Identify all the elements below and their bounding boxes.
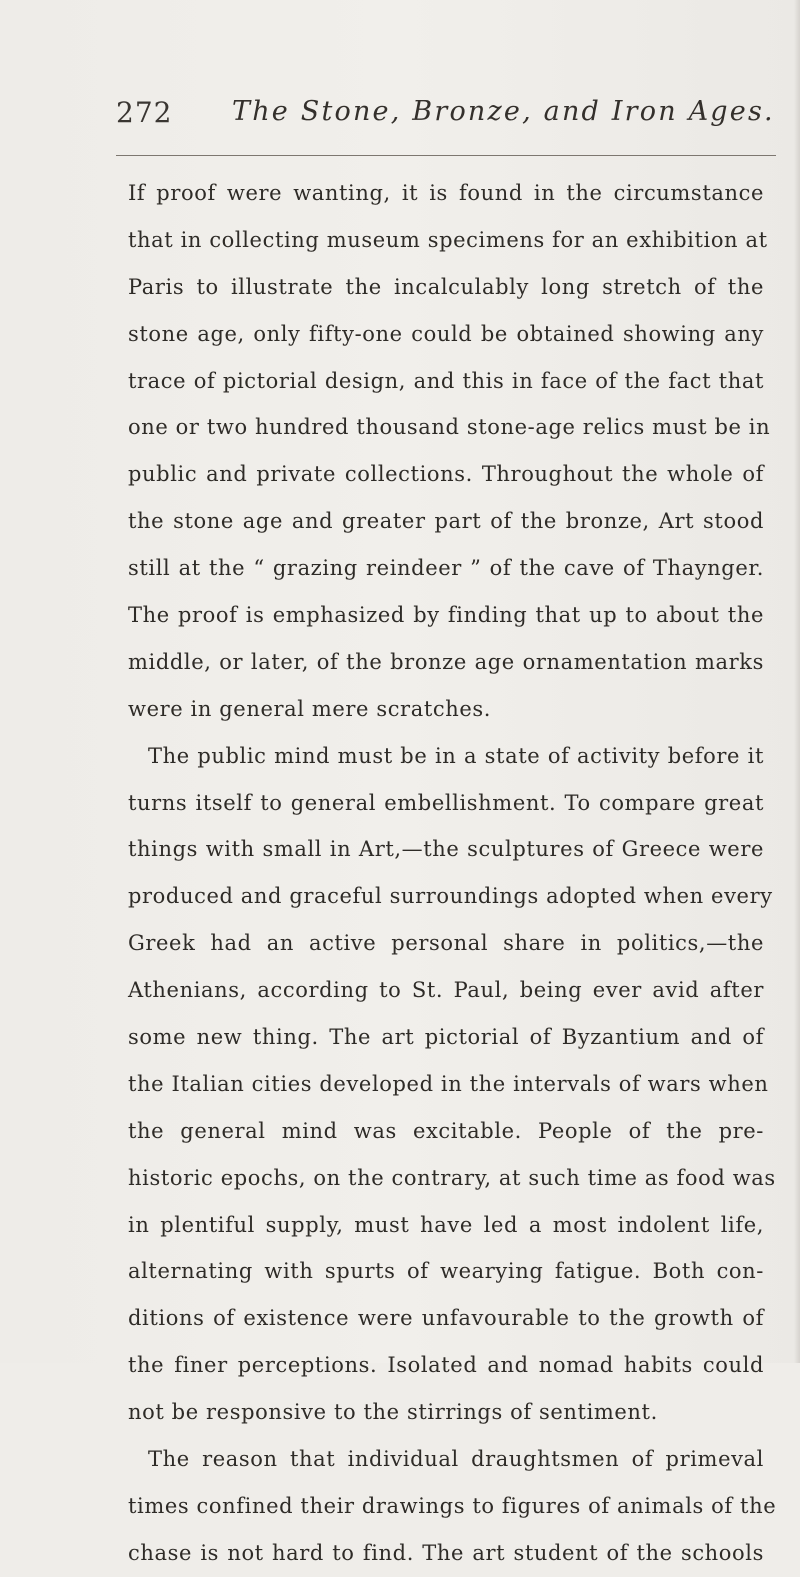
running-head xyxy=(0,96,800,136)
text-line: in plentiful supply, must have led a most indolent life, xyxy=(128,1212,764,1237)
text-line: the general mind was excitable. People of the pre- xyxy=(128,1118,764,1143)
text-line: If proof were wanting, it is found in the circumstance xyxy=(128,181,764,205)
text-line: stone age, only fifty-one could be obtained showing any xyxy=(128,321,764,346)
text-line: one or two hundred thousand stone-age relics must be in xyxy=(128,415,771,440)
text-line: The reason that individual draughtsmen of primeval xyxy=(148,1447,764,1472)
running-title: The Stone, Bronze, and Iron Ages. xyxy=(232,96,775,127)
page-number: 272 xyxy=(116,96,173,129)
text-line: Greek had an active personal share in politics,—the xyxy=(128,931,764,956)
text-line: things with small in Art,—the sculptures of Greece were xyxy=(128,837,764,862)
header-rule xyxy=(116,155,776,156)
text-line: times confined their drawings to figures of animals of the xyxy=(128,1493,777,1518)
text-line: The proof is emphasized by finding that up to about the xyxy=(128,603,764,628)
text-line: that in collecting museum specimens for an exhibition at xyxy=(128,227,768,252)
text-line: still at the “ grazing reindeer ” of the cave of Thaynger. xyxy=(128,556,764,581)
text-line: the finer perceptions. Isolated and nomad habits could xyxy=(128,1353,764,1378)
text-line: turns itself to general embellishment. To compare great xyxy=(128,790,764,815)
text-line: ditions of existence were unfavourable to the growth of xyxy=(128,1306,764,1331)
text-line: not be responsive to the stirrings of sentiment. xyxy=(128,1400,658,1425)
text-line: Athenians, according to St. Paul, being ever avid after xyxy=(128,978,764,1003)
text-line: middle, or later, of the bronze age ornamentation marks xyxy=(128,649,764,674)
text-line: the stone age and greater part of the bronze, Art stood xyxy=(128,509,764,534)
text-line: The public mind must be in a state of activity before it xyxy=(148,743,764,768)
text-line: some new thing. The art pictorial of Byzantium and of xyxy=(128,1025,764,1050)
text-line: chase is not hard to find. The art student of the schools xyxy=(128,1540,764,1565)
body-text xyxy=(128,170,777,1577)
text-line: the Italian cities developed in the intervals of wars when xyxy=(128,1071,769,1096)
text-line: Paris to illustrate the incalculably long stretch of the xyxy=(128,274,764,299)
page-edge-shadow xyxy=(794,0,800,1363)
text-line: trace of pictorial design, and this in face of the fact that xyxy=(128,368,764,393)
text-line: produced and graceful surroundings adopted when every xyxy=(128,884,773,909)
text-line: were in general mere scratches. xyxy=(128,696,492,721)
text-line: public and private collections. Throughout the whole of xyxy=(128,462,764,487)
text-line: historic epochs, on the contrary, at such time as food was xyxy=(128,1165,776,1190)
text-line: alternating with spurts of wearying fatigue. Both con- xyxy=(128,1259,764,1284)
